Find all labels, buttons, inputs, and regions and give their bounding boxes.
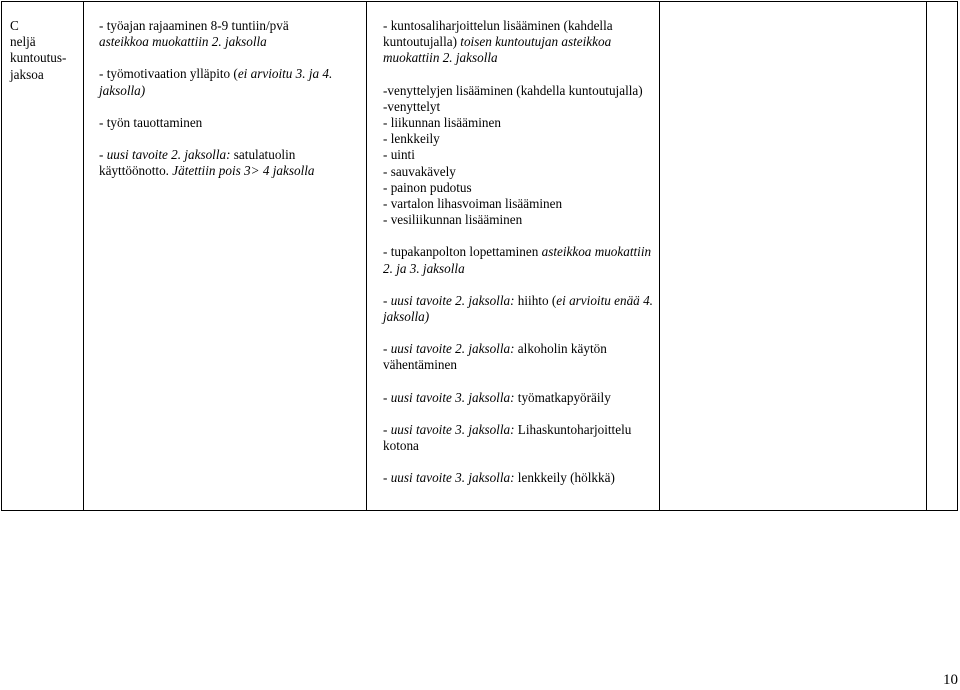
- work-goals-cell: [99, 18, 359, 195]
- goal-item: [383, 18, 658, 67]
- column-divider: [83, 2, 84, 510]
- goals-table: [1, 1, 958, 511]
- goal-text: työmatkapyöräily: [514, 389, 611, 405]
- group-label-line: kuntoutus-: [10, 50, 67, 66]
- goal-line: - liikunnan lisääminen: [383, 115, 501, 131]
- goal-list: [383, 83, 658, 229]
- goal-text: - kuntosaliharjoittelun lisääminen (kahdella kuntoutujalla): [383, 18, 613, 50]
- goal-item: [99, 147, 359, 179]
- column-divider: [926, 2, 927, 510]
- goal-text: - työajan rajaaminen 8-9 tuntiin/pvä: [99, 18, 289, 33]
- goal-note: ei arvioitu enää 4. jaksolla): [383, 292, 653, 325]
- page-number: 10: [943, 672, 958, 688]
- goal-line: -venyttelyjen lisääminen (kahdella kuntoutujalla): [383, 82, 643, 98]
- group-label-line: C: [10, 18, 19, 33]
- goal-note: asteikkoa muokattiin 2. jaksolla: [99, 34, 267, 50]
- goal-text: Lihaskuntoharjoittelu kotona: [383, 421, 632, 454]
- column-divider: [366, 2, 367, 510]
- goal-line: - uinti: [383, 147, 415, 163]
- goal-text: lenkkeily (hölkkä): [514, 470, 615, 486]
- goal-prefix: - uusi tavoite 2. jaksolla:: [99, 147, 231, 163]
- goal-note: Jätettiin pois 3> 4 jaksolla: [172, 163, 315, 179]
- group-label-cell: [10, 18, 80, 83]
- goal-prefix: - uusi tavoite 3. jaksolla:: [383, 470, 515, 486]
- goal-text: alkoholin käytön vähentäminen: [383, 341, 607, 373]
- goal-note: ei arvioitu 3. ja 4. jaksolla): [99, 66, 333, 98]
- goal-text: - tupakanpolton lopettaminen: [383, 244, 542, 260]
- goal-item: [99, 18, 359, 50]
- goal-prefix: - uusi tavoite 3. jaksolla:: [383, 389, 515, 405]
- goal-item: [383, 470, 658, 486]
- goal-prefix: - uusi tavoite 2. jaksolla:: [383, 292, 515, 308]
- goal-prefix: - uusi tavoite 2. jaksolla:: [383, 341, 515, 357]
- goal-note: toisen kuntoutujan asteikkoa muokattiin 2. jaksolla: [383, 34, 612, 66]
- goal-text: - työmotivaation ylläpito (: [99, 66, 238, 82]
- goal-item: [99, 115, 359, 131]
- goal-text: hiihto (: [514, 292, 557, 308]
- health-goals-cell: [383, 18, 658, 502]
- goal-item: [383, 422, 658, 454]
- column-divider: [659, 2, 660, 510]
- group-label-line: neljä: [10, 34, 36, 50]
- goal-item: [383, 390, 658, 406]
- goal-text: satulatuolin käyttöönotto.: [99, 147, 296, 179]
- goal-line: - sauvakävely: [383, 163, 456, 179]
- group-label-line: jaksoa: [10, 66, 44, 82]
- goal-text: - työn tauottaminen: [99, 114, 203, 130]
- goal-item: [383, 293, 658, 325]
- goal-line: - lenkkeily: [383, 131, 440, 147]
- goal-line: - vartalon lihasvoiman lisääminen: [383, 196, 563, 212]
- goal-line: -venyttelyt: [383, 98, 441, 114]
- goal-line: - painon pudotus: [383, 179, 472, 195]
- goal-item: [383, 244, 658, 276]
- goal-item: [383, 341, 658, 373]
- goal-note: asteikkoa muokattiin 2. ja 3. jaksolla: [383, 244, 652, 276]
- goal-item: [99, 66, 359, 98]
- goal-prefix: - uusi tavoite 3. jaksolla:: [383, 421, 515, 437]
- goal-line: - vesiliikunnan lisääminen: [383, 212, 523, 228]
